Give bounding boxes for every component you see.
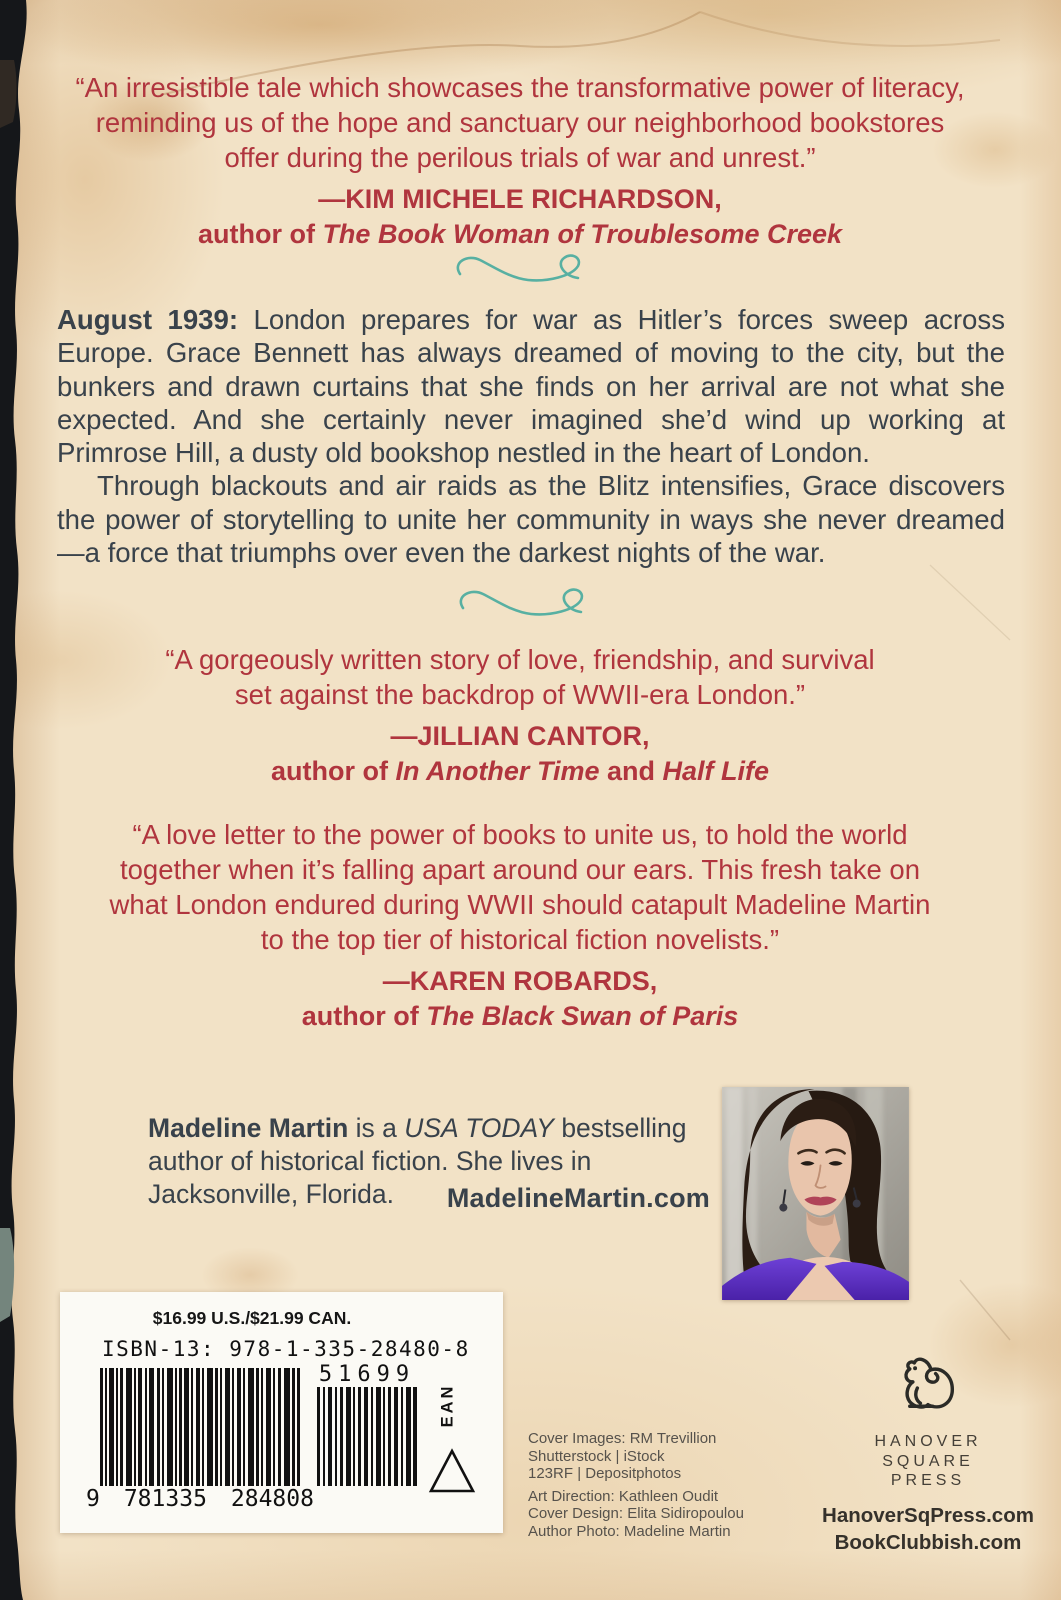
- squirrel-logo-icon: [889, 1350, 967, 1426]
- quote-attribution: —KIM MICHELE RICHARDSON,: [318, 184, 722, 214]
- quote-line: “A gorgeously written story of love, friendship, and survival: [165, 644, 875, 675]
- torn-page-edge: [0, 0, 42, 1600]
- price-supplement-code: 51699: [318, 1362, 416, 1387]
- cover-credits: [528, 1430, 828, 1541]
- publisher-block: [818, 1350, 1038, 1556]
- quote-credit: [50, 217, 990, 252]
- flourish-divider-icon: [450, 250, 590, 286]
- publisher-name-line: PRESS: [890, 1472, 966, 1489]
- quote-richardson: [50, 70, 990, 252]
- publisher-name-line: SQUARE: [882, 1452, 974, 1470]
- supplement-barcode: [317, 1387, 417, 1486]
- bio-text: is a: [348, 1113, 405, 1143]
- isbn-digits: [86, 1486, 314, 1512]
- author-portrait-image: [722, 1087, 909, 1300]
- quote-credit: [50, 754, 990, 789]
- quote-robards: [50, 817, 990, 1034]
- usa-today: USA TODAY: [404, 1113, 554, 1143]
- credit-title: The Book Woman of Troublesome Creek: [322, 219, 843, 249]
- quote-line: to the top tier of historical fiction novelists.”: [260, 924, 780, 955]
- synopsis: [57, 303, 1005, 569]
- synopsis-paragraph-1: [57, 303, 1005, 469]
- bookclubbish-website: BookClubbish.com: [834, 1530, 1022, 1554]
- publisher-website: HanoverSqPress.com: [822, 1503, 1034, 1527]
- ean-barcode: [100, 1368, 300, 1486]
- isbn-digit-group: 9: [86, 1486, 100, 1512]
- quote-cantor: [50, 642, 990, 789]
- price-text: $16.99 U.S./$21.99 CAN.: [152, 1308, 352, 1328]
- quote-line: together when it’s falling apart around our ears. This fresh take on: [119, 854, 920, 885]
- quote-line: set against the backdrop of WWII-era London.”: [234, 679, 806, 710]
- synopsis-text-1: London prepares for war as Hitler’s forces sweep across Europe. Grace Bennett has always dreamed of moving to the city, but the bunkers and drawn curtains that she finds on her arrival are not what she expected. And she certainly never imagined she’d wind up working at Primrose Hill, a dusty old bookshop nestled in the heart of London.: [57, 304, 1005, 469]
- publisher-name-line: HANOVER: [874, 1433, 982, 1450]
- quote-attribution: —KAREN ROBARDS,: [382, 966, 658, 996]
- credit-title: Half Life: [662, 756, 770, 786]
- credit-line: Art Direction: Kathleen Oudit: [528, 1487, 719, 1505]
- credit-title: In Another Time: [395, 756, 600, 786]
- quote-line: “An irresistible tale which showcases the transformative power of literacy,: [75, 72, 965, 103]
- credit-line: 123RF | Depositphotos: [528, 1465, 682, 1483]
- quote-line: reminding us of the hope and sanctuary our neighborhood bookstores: [95, 107, 945, 138]
- ean-label: EAN: [438, 1383, 457, 1428]
- credit-line: Shutterstock | iStock: [528, 1447, 665, 1465]
- credit-joiner: and: [599, 756, 663, 786]
- credit-prefix: author of: [301, 1001, 427, 1031]
- quote-credit: [50, 999, 990, 1034]
- credit-line: Cover Design: Elita Sidiropoulou: [528, 1505, 744, 1523]
- credit-prefix: author of: [270, 756, 396, 786]
- quote-attribution: —JILLIAN CANTOR,: [390, 721, 650, 751]
- ean-triangle-icon: [428, 1448, 476, 1494]
- synopsis-date-label: August 1939:: [57, 304, 239, 335]
- barcode-label: [60, 1292, 503, 1533]
- isbn-digit-group: 284808: [230, 1486, 314, 1512]
- author-website: MadelineMartin.com: [446, 1183, 710, 1213]
- credit-title: The Black Swan of Paris: [426, 1001, 739, 1031]
- quote-line: “A love letter to the power of books to unite us, to hold the world: [132, 819, 908, 850]
- bio-text: bestselling author of historical fiction. She lives in Jacksonville, Florida.: [148, 1113, 687, 1209]
- flourish-divider-icon: [453, 584, 593, 620]
- quote-line: what London endured during WWII should catapult Madeline Martin: [109, 889, 931, 920]
- isbn-digit-group: 781335: [123, 1486, 207, 1512]
- author-name: Madeline Martin: [148, 1113, 349, 1143]
- quote-line: offer during the perilous trials of war and unrest.”: [224, 142, 816, 173]
- isbn-text: ISBN-13: 978-1-335-28480-8: [102, 1337, 470, 1361]
- credit-line: Author Photo: Madeline Martin: [528, 1522, 731, 1540]
- synopsis-paragraph-2: Through blackouts and air raids as the Blitz intensifies, Grace discovers the power of storytelling to unite her community in ways she never dreamed—a force that triumphs over even the darkest nights of the war.: [57, 470, 1005, 569]
- author-photo: [722, 1087, 909, 1300]
- credit-line: Cover Images: RM Trevillion: [528, 1430, 717, 1447]
- credit-prefix: author of: [197, 219, 323, 249]
